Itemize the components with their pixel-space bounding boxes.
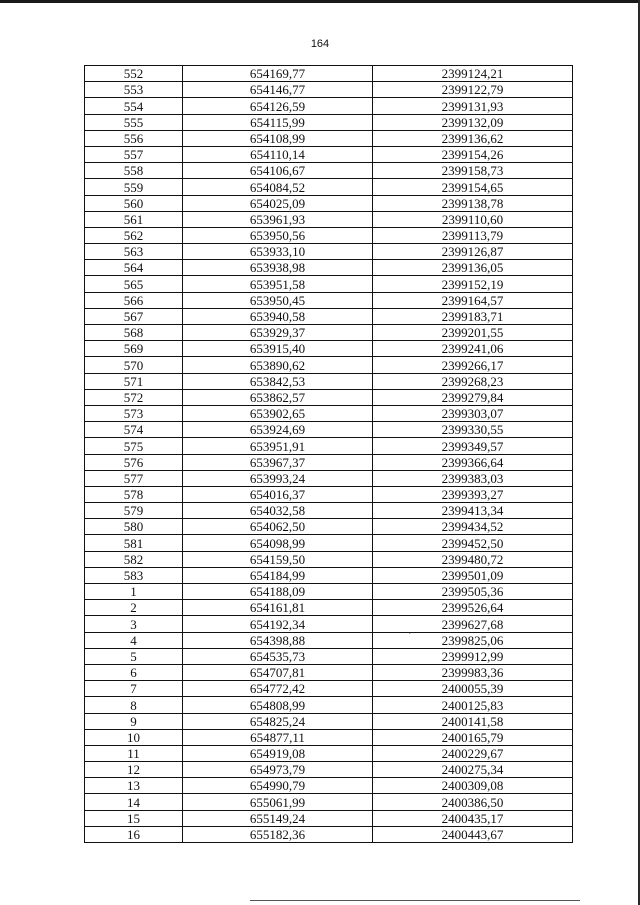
y-coordinate-cell: 2399113,79 bbox=[373, 227, 573, 243]
table-row bbox=[85, 114, 573, 130]
y-coordinate-cell: 2399110,60 bbox=[373, 211, 573, 227]
table-row bbox=[85, 163, 573, 179]
table-row bbox=[85, 762, 573, 778]
table-row bbox=[85, 470, 573, 486]
x-coordinate-cell: 654973,79 bbox=[183, 762, 373, 778]
table-row bbox=[85, 648, 573, 664]
y-coordinate-cell: 2399393,27 bbox=[373, 486, 573, 502]
y-coordinate-cell: 2399136,05 bbox=[373, 260, 573, 276]
x-coordinate-cell: 654115,99 bbox=[183, 114, 373, 130]
point-number-cell: 11 bbox=[85, 745, 183, 761]
scan-edge-bottom bbox=[250, 900, 580, 901]
x-coordinate-cell: 654108,99 bbox=[183, 130, 373, 146]
table-row bbox=[85, 584, 573, 600]
x-coordinate-cell: 654025,09 bbox=[183, 195, 373, 211]
table-row bbox=[85, 826, 573, 842]
table-row bbox=[85, 211, 573, 227]
x-coordinate-cell: 654808,99 bbox=[183, 697, 373, 713]
x-coordinate-cell: 654188,09 bbox=[183, 584, 373, 600]
table-row bbox=[85, 729, 573, 745]
point-number-cell: 554 bbox=[85, 98, 183, 114]
table-row bbox=[85, 389, 573, 405]
point-number-cell: 566 bbox=[85, 292, 183, 308]
x-coordinate-cell: 654084,52 bbox=[183, 179, 373, 195]
x-coordinate-cell: 653940,58 bbox=[183, 308, 373, 324]
x-coordinate-cell: 654159,50 bbox=[183, 551, 373, 567]
y-coordinate-cell: 2399131,93 bbox=[373, 98, 573, 114]
x-coordinate-cell: 654169,77 bbox=[183, 66, 373, 82]
y-coordinate-cell: 2400435,17 bbox=[373, 810, 573, 826]
point-number-cell: 555 bbox=[85, 114, 183, 130]
point-number-cell: 567 bbox=[85, 308, 183, 324]
point-number-cell: 6 bbox=[85, 664, 183, 680]
table-row bbox=[85, 82, 573, 98]
x-coordinate-cell: 653950,56 bbox=[183, 227, 373, 243]
table-row bbox=[85, 454, 573, 470]
y-coordinate-cell: 2400165,79 bbox=[373, 729, 573, 745]
y-coordinate-cell: 2399138,78 bbox=[373, 195, 573, 211]
x-coordinate-cell: 654877,11 bbox=[183, 729, 373, 745]
x-coordinate-cell: 655061,99 bbox=[183, 794, 373, 810]
table-row bbox=[85, 794, 573, 810]
x-coordinate-cell: 654772,42 bbox=[183, 681, 373, 697]
table-row bbox=[85, 778, 573, 794]
y-coordinate-cell: 2399983,36 bbox=[373, 664, 573, 680]
point-number-cell: 556 bbox=[85, 130, 183, 146]
y-coordinate-cell: 2399349,57 bbox=[373, 438, 573, 454]
table-row bbox=[85, 535, 573, 551]
x-coordinate-cell: 653951,58 bbox=[183, 276, 373, 292]
x-coordinate-cell: 653938,98 bbox=[183, 260, 373, 276]
x-coordinate-cell: 655182,36 bbox=[183, 826, 373, 842]
y-coordinate-cell: 2399266,17 bbox=[373, 357, 573, 373]
point-number-cell: 3 bbox=[85, 616, 183, 632]
point-number-cell: 561 bbox=[85, 211, 183, 227]
point-number-cell: 16 bbox=[85, 826, 183, 842]
point-number-cell: 14 bbox=[85, 794, 183, 810]
table-row bbox=[85, 519, 573, 535]
x-coordinate-cell: 654098,99 bbox=[183, 535, 373, 551]
point-number-cell: 577 bbox=[85, 470, 183, 486]
y-coordinate-cell: 2400229,67 bbox=[373, 745, 573, 761]
x-coordinate-cell: 653950,45 bbox=[183, 292, 373, 308]
y-coordinate-cell: 2399480,72 bbox=[373, 551, 573, 567]
table-row bbox=[85, 179, 573, 195]
x-coordinate-cell: 654398,88 bbox=[183, 632, 373, 648]
table-row bbox=[85, 227, 573, 243]
y-coordinate-cell: 2399501,09 bbox=[373, 567, 573, 583]
table-row bbox=[85, 260, 573, 276]
x-coordinate-cell: 653993,24 bbox=[183, 470, 373, 486]
table-row bbox=[85, 130, 573, 146]
y-coordinate-cell: 2399124,21 bbox=[373, 66, 573, 82]
x-coordinate-cell: 653924,69 bbox=[183, 422, 373, 438]
point-number-cell: 15 bbox=[85, 810, 183, 826]
x-coordinate-cell: 653961,93 bbox=[183, 211, 373, 227]
y-coordinate-cell: 2399825,06 bbox=[373, 632, 573, 648]
table-row bbox=[85, 745, 573, 761]
y-coordinate-cell: 2399912,99 bbox=[373, 648, 573, 664]
point-number-cell: 10 bbox=[85, 729, 183, 745]
y-coordinate-cell: 2399627,68 bbox=[373, 616, 573, 632]
table-row bbox=[85, 357, 573, 373]
x-coordinate-cell: 654032,58 bbox=[183, 503, 373, 519]
coordinates-table bbox=[84, 65, 573, 843]
table-row bbox=[85, 146, 573, 162]
table-row bbox=[85, 341, 573, 357]
x-coordinate-cell: 653862,57 bbox=[183, 389, 373, 405]
y-coordinate-cell: 2400386,50 bbox=[373, 794, 573, 810]
scan-edge-top bbox=[0, 0, 640, 3]
table-row bbox=[85, 244, 573, 260]
point-number-cell: 578 bbox=[85, 486, 183, 502]
point-number-cell: 581 bbox=[85, 535, 183, 551]
point-number-cell: 573 bbox=[85, 405, 183, 421]
y-coordinate-cell: 2400141,58 bbox=[373, 713, 573, 729]
table-row bbox=[85, 195, 573, 211]
x-coordinate-cell: 654825,24 bbox=[183, 713, 373, 729]
page-number: 164 bbox=[310, 38, 330, 50]
x-coordinate-cell: 654110,14 bbox=[183, 146, 373, 162]
table-row bbox=[85, 422, 573, 438]
table-row bbox=[85, 664, 573, 680]
x-coordinate-cell: 653951,91 bbox=[183, 438, 373, 454]
table-row bbox=[85, 308, 573, 324]
x-coordinate-cell: 655149,24 bbox=[183, 810, 373, 826]
y-coordinate-cell: 2399183,71 bbox=[373, 308, 573, 324]
y-coordinate-cell: 2399136,62 bbox=[373, 130, 573, 146]
x-coordinate-cell: 653842,53 bbox=[183, 373, 373, 389]
table-row bbox=[85, 292, 573, 308]
table-row bbox=[85, 567, 573, 583]
x-coordinate-cell: 653890,62 bbox=[183, 357, 373, 373]
x-coordinate-cell: 654990,79 bbox=[183, 778, 373, 794]
point-number-cell: 1 bbox=[85, 584, 183, 600]
y-coordinate-cell: 2399413,34 bbox=[373, 503, 573, 519]
table-row bbox=[85, 810, 573, 826]
point-number-cell: 559 bbox=[85, 179, 183, 195]
x-coordinate-cell: 654161,81 bbox=[183, 600, 373, 616]
y-coordinate-cell: 2399383,03 bbox=[373, 470, 573, 486]
table-row bbox=[85, 276, 573, 292]
x-coordinate-cell: 654535,73 bbox=[183, 648, 373, 664]
y-coordinate-cell: 2399526,64 bbox=[373, 600, 573, 616]
point-number-cell: 564 bbox=[85, 260, 183, 276]
y-coordinate-cell: 2399164,57 bbox=[373, 292, 573, 308]
point-number-cell: 574 bbox=[85, 422, 183, 438]
y-coordinate-cell: 2399154,65 bbox=[373, 179, 573, 195]
point-number-cell: 12 bbox=[85, 762, 183, 778]
x-coordinate-cell: 653933,10 bbox=[183, 244, 373, 260]
scan-speck: ˎ bbox=[408, 624, 411, 634]
table-row bbox=[85, 713, 573, 729]
table-row bbox=[85, 697, 573, 713]
x-coordinate-cell: 654184,99 bbox=[183, 567, 373, 583]
y-coordinate-cell: 2399241,06 bbox=[373, 341, 573, 357]
point-number-cell: 4 bbox=[85, 632, 183, 648]
y-coordinate-cell: 2399158,73 bbox=[373, 163, 573, 179]
point-number-cell: 558 bbox=[85, 163, 183, 179]
y-coordinate-cell: 2400309,08 bbox=[373, 778, 573, 794]
table-row bbox=[85, 405, 573, 421]
table-row bbox=[85, 98, 573, 114]
point-number-cell: 580 bbox=[85, 519, 183, 535]
x-coordinate-cell: 654707,81 bbox=[183, 664, 373, 680]
point-number-cell: 553 bbox=[85, 82, 183, 98]
point-number-cell: 9 bbox=[85, 713, 183, 729]
point-number-cell: 570 bbox=[85, 357, 183, 373]
y-coordinate-cell: 2399303,07 bbox=[373, 405, 573, 421]
point-number-cell: 582 bbox=[85, 551, 183, 567]
table-row bbox=[85, 632, 573, 648]
y-coordinate-cell: 2399126,87 bbox=[373, 244, 573, 260]
coordinates-table-body bbox=[85, 66, 573, 843]
x-coordinate-cell: 653929,37 bbox=[183, 325, 373, 341]
y-coordinate-cell: 2399434,52 bbox=[373, 519, 573, 535]
point-number-cell: 2 bbox=[85, 600, 183, 616]
y-coordinate-cell: 2399132,09 bbox=[373, 114, 573, 130]
y-coordinate-cell: 2399268,23 bbox=[373, 373, 573, 389]
y-coordinate-cell: 2399201,55 bbox=[373, 325, 573, 341]
table-row bbox=[85, 373, 573, 389]
x-coordinate-cell: 654919,08 bbox=[183, 745, 373, 761]
x-coordinate-cell: 653915,40 bbox=[183, 341, 373, 357]
x-coordinate-cell: 654016,37 bbox=[183, 486, 373, 502]
table-row bbox=[85, 486, 573, 502]
y-coordinate-cell: 2399366,64 bbox=[373, 454, 573, 470]
y-coordinate-cell: 2400125,83 bbox=[373, 697, 573, 713]
point-number-cell: 563 bbox=[85, 244, 183, 260]
x-coordinate-cell: 654146,77 bbox=[183, 82, 373, 98]
point-number-cell: 560 bbox=[85, 195, 183, 211]
table-row bbox=[85, 681, 573, 697]
table-row bbox=[85, 551, 573, 567]
x-coordinate-cell: 654062,50 bbox=[183, 519, 373, 535]
y-coordinate-cell: 2399330,55 bbox=[373, 422, 573, 438]
point-number-cell: 565 bbox=[85, 276, 183, 292]
table-row bbox=[85, 438, 573, 454]
table-row bbox=[85, 325, 573, 341]
table-row bbox=[85, 66, 573, 82]
point-number-cell: 7 bbox=[85, 681, 183, 697]
y-coordinate-cell: 2400443,67 bbox=[373, 826, 573, 842]
point-number-cell: 569 bbox=[85, 341, 183, 357]
y-coordinate-cell: 2399152,19 bbox=[373, 276, 573, 292]
point-number-cell: 583 bbox=[85, 567, 183, 583]
point-number-cell: 552 bbox=[85, 66, 183, 82]
y-coordinate-cell: 2400055,39 bbox=[373, 681, 573, 697]
x-coordinate-cell: 653902,65 bbox=[183, 405, 373, 421]
y-coordinate-cell: 2399505,36 bbox=[373, 584, 573, 600]
y-coordinate-cell: 2399154,26 bbox=[373, 146, 573, 162]
point-number-cell: 557 bbox=[85, 146, 183, 162]
y-coordinate-cell: 2400275,34 bbox=[373, 762, 573, 778]
point-number-cell: 579 bbox=[85, 503, 183, 519]
y-coordinate-cell: 2399279,84 bbox=[373, 389, 573, 405]
x-coordinate-cell: 654126,59 bbox=[183, 98, 373, 114]
table-row bbox=[85, 503, 573, 519]
table-row bbox=[85, 600, 573, 616]
table-row bbox=[85, 616, 573, 632]
x-coordinate-cell: 653967,37 bbox=[183, 454, 373, 470]
point-number-cell: 562 bbox=[85, 227, 183, 243]
x-coordinate-cell: 654106,67 bbox=[183, 163, 373, 179]
point-number-cell: 568 bbox=[85, 325, 183, 341]
point-number-cell: 571 bbox=[85, 373, 183, 389]
point-number-cell: 8 bbox=[85, 697, 183, 713]
y-coordinate-cell: 2399452,50 bbox=[373, 535, 573, 551]
point-number-cell: 5 bbox=[85, 648, 183, 664]
point-number-cell: 575 bbox=[85, 438, 183, 454]
point-number-cell: 13 bbox=[85, 778, 183, 794]
y-coordinate-cell: 2399122,79 bbox=[373, 82, 573, 98]
point-number-cell: 576 bbox=[85, 454, 183, 470]
point-number-cell: 572 bbox=[85, 389, 183, 405]
x-coordinate-cell: 654192,34 bbox=[183, 616, 373, 632]
